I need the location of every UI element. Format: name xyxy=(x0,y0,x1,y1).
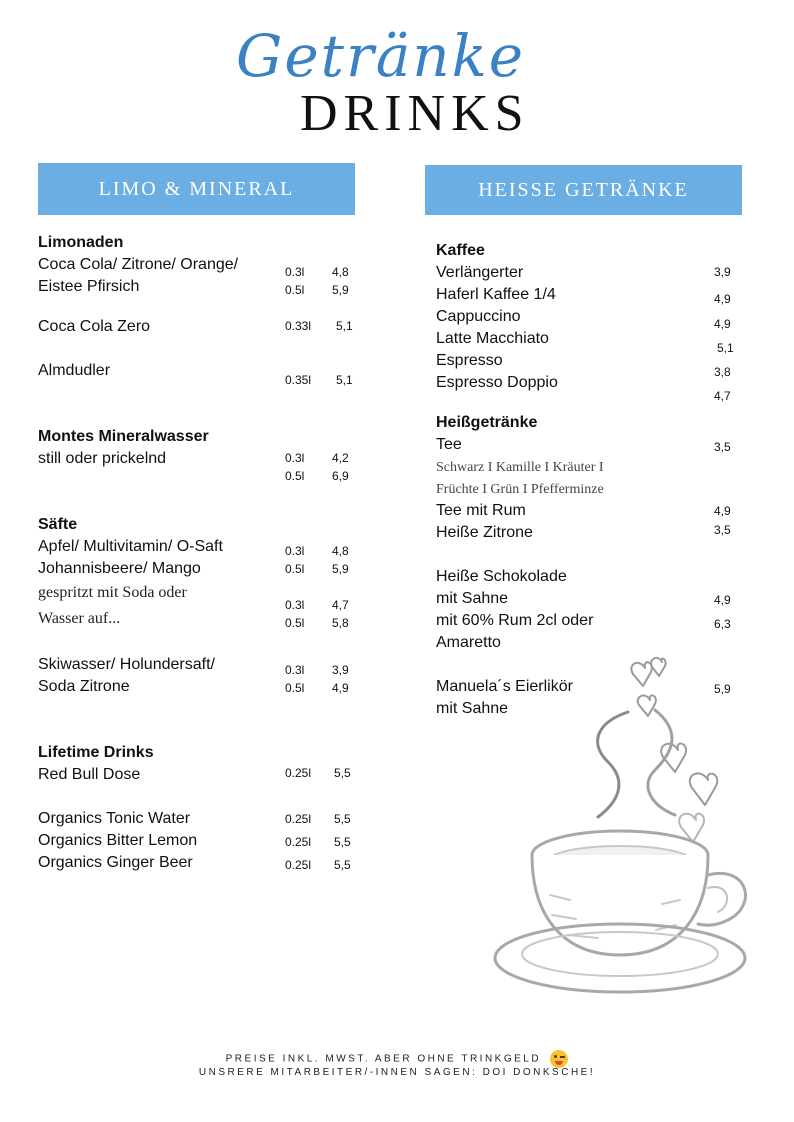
price: 5,5 xyxy=(334,835,351,849)
item-heisse-zitrone: Heiße Zitrone xyxy=(436,524,533,541)
heading-saefte: Säfte xyxy=(38,516,78,533)
price: 4,9 xyxy=(714,292,731,306)
item-mit-rum: mit 60% Rum 2cl oder xyxy=(436,612,594,629)
item-johannisbeere: Johannisbeere/ Mango xyxy=(38,560,201,577)
price: 4,2 xyxy=(332,451,349,465)
heading-montes: Montes Mineralwasser xyxy=(38,428,209,445)
banner-limo-mineral: LIMO & MINERAL xyxy=(38,163,355,215)
price: 5,1 xyxy=(336,319,353,333)
item-bitter-lemon: Organics Bitter Lemon xyxy=(38,832,198,849)
heading-limonaden: Limonaden xyxy=(38,234,124,251)
price: 3,5 xyxy=(714,523,731,537)
size: 0.25l xyxy=(285,766,312,780)
winking-face-icon xyxy=(550,1050,568,1068)
item-almdudler: Almdudler xyxy=(38,362,111,379)
coffee-cup-icon xyxy=(480,640,770,1000)
size: 0.25l xyxy=(285,858,312,872)
size: 0.3l xyxy=(285,663,305,677)
page-title: DRINKS xyxy=(300,85,530,142)
price: 3,9 xyxy=(332,663,349,677)
item-espresso-doppio: Espresso Doppio xyxy=(436,374,558,391)
item-tee-mit-rum: Tee mit Rum xyxy=(436,502,526,519)
footer-line-2: UNSRERE MITARBEITER/-INNEN SAGEN: DOI DONKSCHE! xyxy=(198,1067,596,1078)
item-skiwasser: Skiwasser/ Holundersaft/ xyxy=(38,656,215,673)
price: 6,3 xyxy=(714,617,731,631)
size: 0.3l xyxy=(285,544,305,558)
footer-text-1: PREISE INKL. MWST. ABER OHNE TRINKGELD xyxy=(225,1053,542,1065)
item-coca-cola: Coca Cola/ Zitrone/ Orange/ xyxy=(38,256,239,273)
item-still-prickelnd: still oder prickelnd xyxy=(38,450,167,467)
note-tee-sorten-2: Früchte I Grün I Pfefferminze xyxy=(436,482,604,497)
size: 0.5l xyxy=(285,616,305,630)
item-red-bull: Red Bull Dose xyxy=(38,766,141,783)
price: 5,9 xyxy=(332,283,349,297)
item-heisse-schokolade: Heiße Schokolade xyxy=(436,568,567,585)
price: 5,5 xyxy=(334,812,351,826)
item-tee: Tee xyxy=(436,436,462,453)
item-verlaengerter: Verlängerter xyxy=(436,264,524,281)
item-soda-zitrone: Soda Zitrone xyxy=(38,678,130,695)
heading-heissgetraenke: Heißgetränke xyxy=(436,414,538,431)
note-gespritzt: gespritzt mit Soda oder xyxy=(38,584,187,601)
price: 4,9 xyxy=(714,504,731,518)
price: 5,1 xyxy=(717,341,734,355)
size: 0.3l xyxy=(285,451,305,465)
note-tee-sorten: Schwarz I Kamille I Kräuter I xyxy=(436,460,604,475)
price: 4,7 xyxy=(714,389,731,403)
item-eierlikoer-sahne: mit Sahne xyxy=(436,700,509,717)
item-coca-cola-zero: Coca Cola Zero xyxy=(38,318,151,335)
size: 0.5l xyxy=(285,283,305,297)
size: 0.3l xyxy=(285,265,305,279)
item-latte-macchiato: Latte Macchiato xyxy=(436,330,549,347)
size: 0.35l xyxy=(285,373,312,387)
size: 0.5l xyxy=(285,469,305,483)
item-espresso: Espresso xyxy=(436,352,503,369)
note-wasser: Wasser auf... xyxy=(38,610,121,627)
price: 5,5 xyxy=(334,858,351,872)
item-haferl-kaffee: Haferl Kaffee 1/4 xyxy=(436,286,556,303)
price: 5,9 xyxy=(332,562,349,576)
item-ginger-beer: Organics Ginger Beer xyxy=(38,854,193,871)
item-mit-sahne: mit Sahne xyxy=(436,590,509,607)
price: 5,8 xyxy=(332,616,349,630)
size: 0.3l xyxy=(285,598,305,612)
item-tonic: Organics Tonic Water xyxy=(38,810,191,827)
price: 4,8 xyxy=(332,544,349,558)
price: 5,9 xyxy=(714,682,731,696)
price: 4,9 xyxy=(714,317,731,331)
size: 0.5l xyxy=(285,681,305,695)
size: 0.25l xyxy=(285,812,312,826)
script-title: Getränke xyxy=(236,22,526,90)
item-eistee: Eistee Pfirsich xyxy=(38,278,140,295)
price: 4,8 xyxy=(332,265,349,279)
price: 3,9 xyxy=(714,265,731,279)
footer-line-1 xyxy=(0,1050,794,1068)
heading-kaffee: Kaffee xyxy=(436,242,485,259)
price: 3,8 xyxy=(714,365,731,379)
price: 4,9 xyxy=(714,593,731,607)
item-eierlikoer: Manuela´s Eierlikör xyxy=(436,678,573,695)
heading-lifetime: Lifetime Drinks xyxy=(38,744,154,761)
price: 3,5 xyxy=(714,440,731,454)
size: 0.5l xyxy=(285,562,305,576)
banner-heisse-getraenke: HEISSE GETRÄNKE xyxy=(425,165,742,215)
price: 4,7 xyxy=(332,598,349,612)
price: 4,9 xyxy=(332,681,349,695)
item-amaretto: Amaretto xyxy=(436,634,501,651)
size: 0.33l xyxy=(285,319,312,333)
item-cappuccino: Cappuccino xyxy=(436,308,521,325)
item-apfel: Apfel/ Multivitamin/ O-Saft xyxy=(38,538,223,555)
size: 0.25l xyxy=(285,835,312,849)
price: 5,1 xyxy=(336,373,353,387)
price: 6,9 xyxy=(332,469,349,483)
price: 5,5 xyxy=(334,766,351,780)
